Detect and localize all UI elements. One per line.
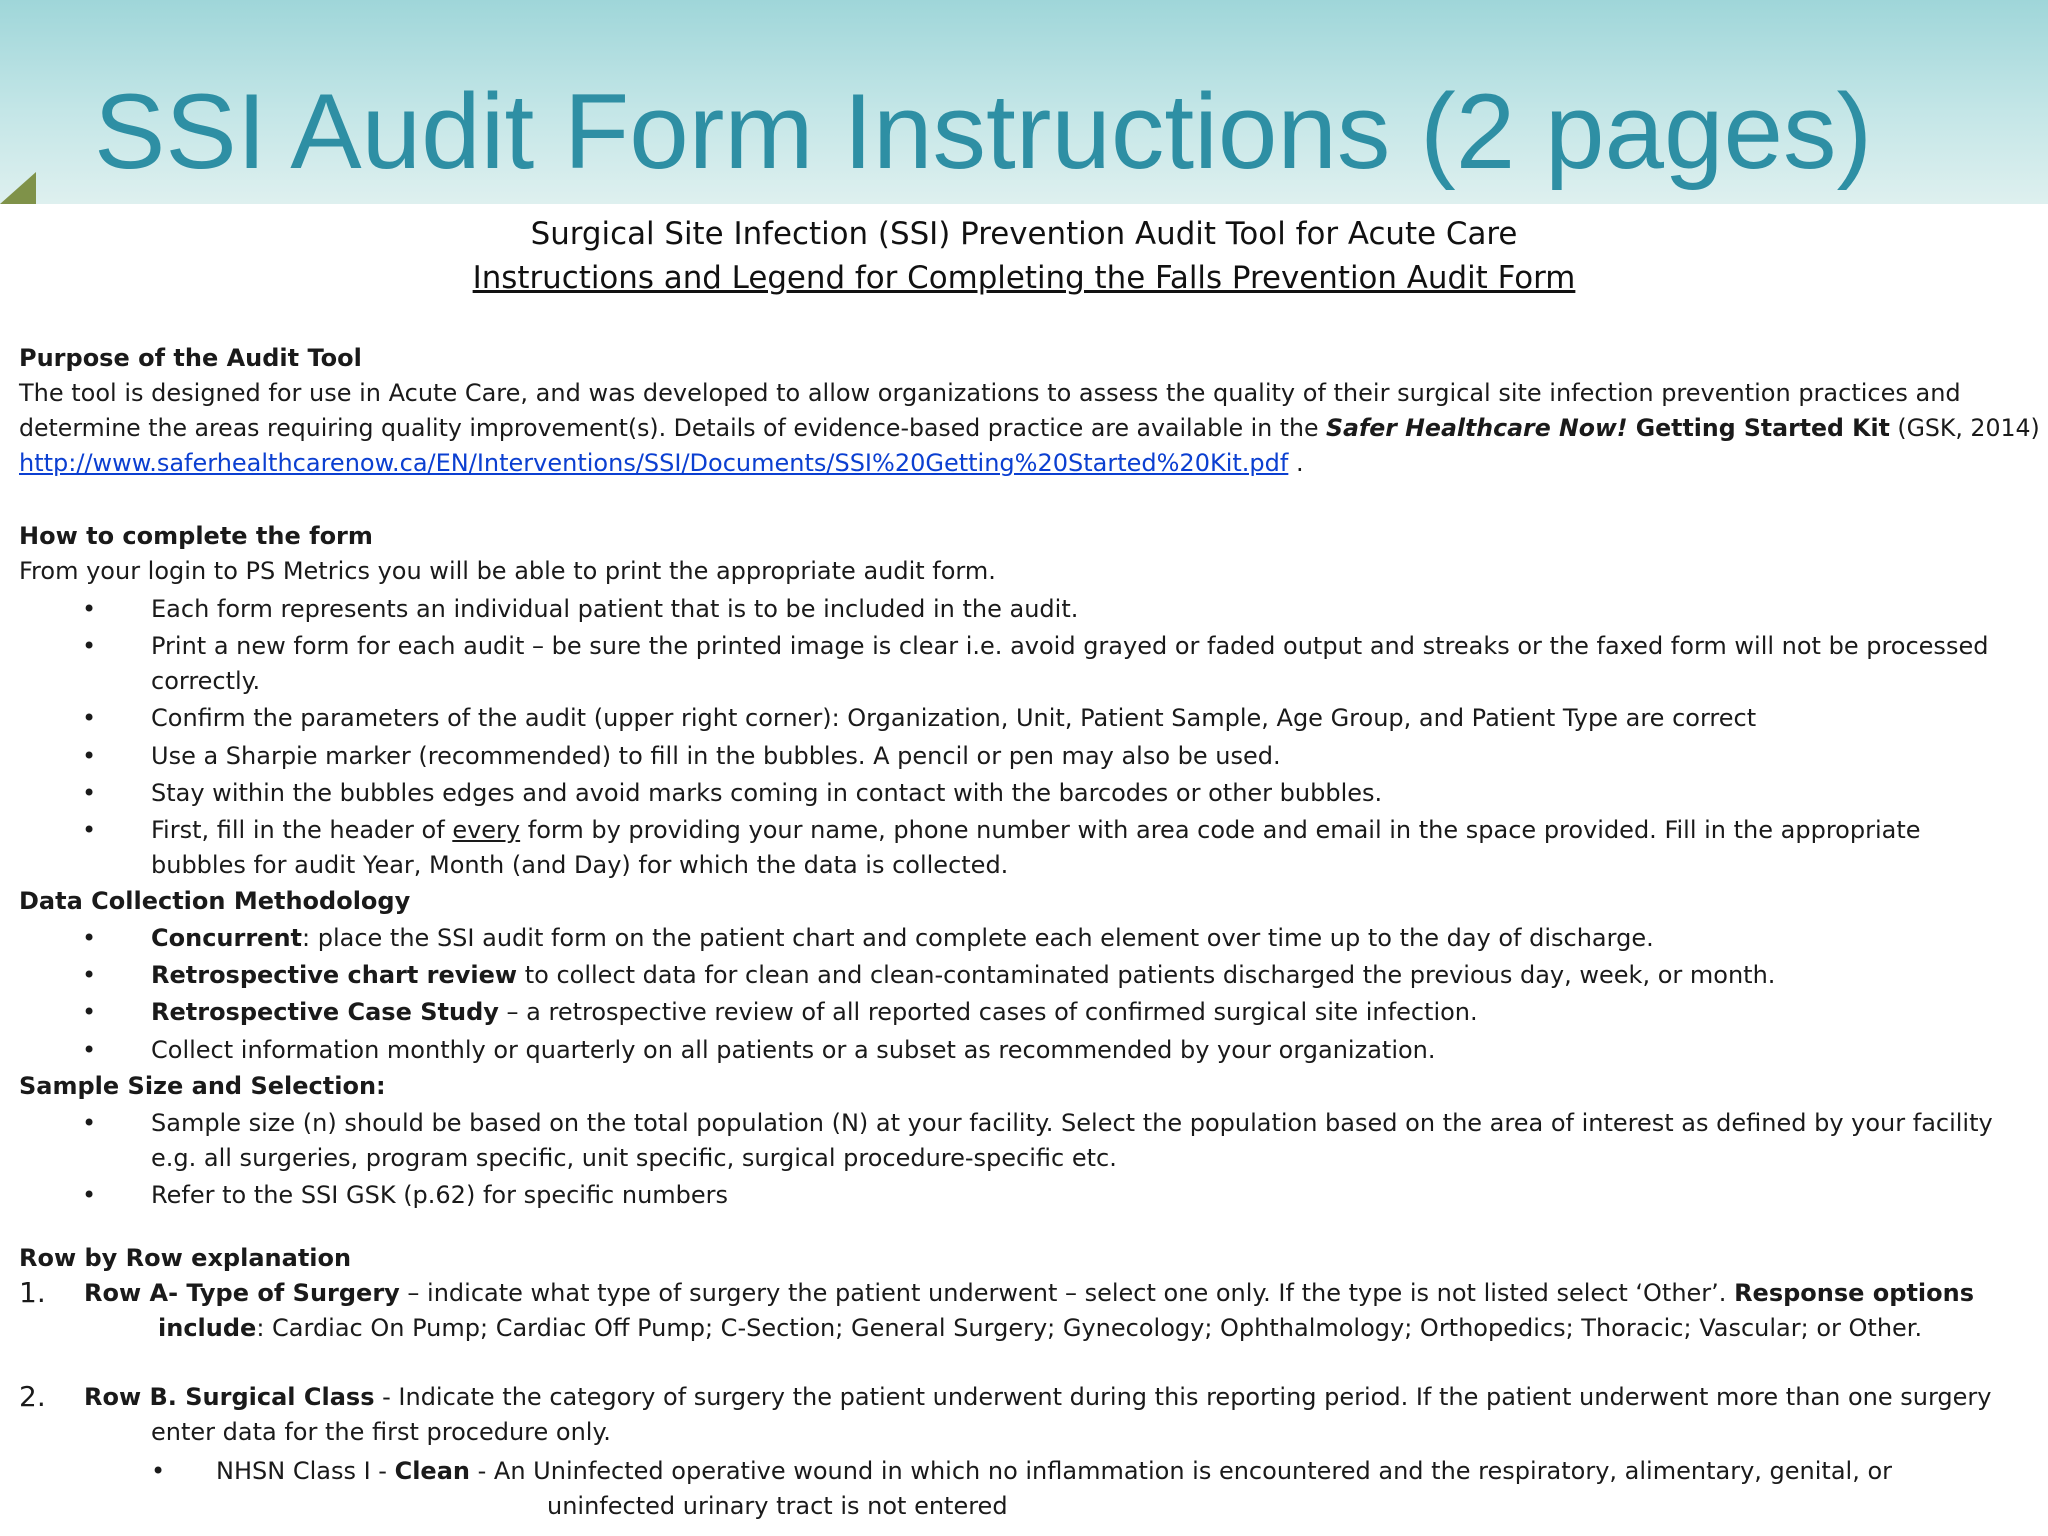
bullet-icon: •	[82, 924, 97, 952]
method-heading: Data Collection Methodology	[19, 887, 411, 915]
purpose-heading: Purpose of the Audit Tool	[19, 344, 362, 372]
bullet-icon: •	[82, 704, 97, 732]
how-bullet-5: Stay within the bubbles edges and avoid marks coming in contact with the barcodes or other bubbles.	[151, 779, 1383, 807]
sample-bullet-2: Refer to the SSI GSK (p.62) for specific numbers	[151, 1181, 729, 1209]
document-title: Surgical Site Infection (SSI) Prevention Audit Tool for Acute Care	[530, 216, 1518, 252]
row-sub-1-line-2: uninfected urinary tract is not entered	[547, 1492, 1008, 1520]
how-bullet-4: Use a Sharpie marker (recommended) to fill in the bubbles. A pencil or pen may also be used.	[151, 742, 1281, 770]
bullet-icon: •	[82, 595, 97, 623]
slide-title: SSI Audit Form Instructions (2 pages)	[94, 71, 1873, 191]
bullet-icon: •	[82, 961, 97, 989]
how-bullet-1: Each form represents an individual patient that is to be included in the audit.	[151, 595, 1079, 623]
row-item-2-number: 2.	[19, 1380, 46, 1413]
bullet-icon: •	[82, 816, 97, 844]
row-item-1-number: 1.	[19, 1276, 46, 1309]
document-page	[0, 204, 2048, 1536]
how-bullet-2-line-2: correctly.	[151, 667, 261, 695]
how-heading: How to complete the form	[19, 522, 373, 550]
purpose-line-1: The tool is designed for use in Acute Care, and was developed to allow organizations to assess the quality of their surgical site infection prevention practices and	[19, 379, 1961, 407]
how-bullet-3: Confirm the parameters of the audit (upper right corner): Organization, Unit, Patient Sample, Age Group, and Patient Type are correct	[151, 704, 1757, 732]
how-bullet-2-line-1: Print a new form for each audit – be sure the printed image is clear i.e. avoid grayed or faded output and streaks or the faxed form will not be processed	[151, 632, 1989, 660]
method-bullet-1: Concurrent: place the SSI audit form on the patient chart and complete each element over time up to the day of discharge.	[151, 924, 1654, 952]
bullet-icon: •	[82, 779, 97, 807]
document-subtitle: Instructions and Legend for Completing the Falls Prevention Audit Form	[472, 260, 1576, 296]
row-item-1-line-1: Row A- Type of Surgery – indicate what type of surgery the patient underwent – select one only. If the type is not listed select ‘Other’. Response options	[84, 1279, 1975, 1307]
purpose-line-3: http://www.saferhealthcarenow.ca/EN/Interventions/SSI/Documents/SSI%20Getting%20Started%20Kit.pdf .	[19, 449, 1304, 477]
method-bullet-3: Retrospective Case Study – a retrospective review of all reported cases of confirmed surgical site infection.	[151, 998, 1478, 1026]
corner-accent	[0, 172, 36, 204]
sample-bullet-1-line-1: Sample size (n) should be based on the total population (N) at your facility. Select the population based on the area of interest as defined by your facility	[151, 1109, 1993, 1137]
rows-heading: Row by Row explanation	[19, 1244, 352, 1272]
sample-heading: Sample Size and Selection:	[19, 1072, 386, 1100]
how-bullet-6-line-1: First, fill in the header of every form by providing your name, phone number with area code and email in the space provided. Fill in the appropriate	[151, 816, 1921, 844]
bullet-icon: •	[82, 998, 97, 1026]
bullet-icon: •	[82, 742, 97, 770]
row-item-2-line-1: Row B. Surgical Class - Indicate the category of surgery the patient underwent during this reporting period. If the patient underwent more than one surgery	[84, 1383, 1992, 1411]
bullet-icon: •	[82, 632, 97, 660]
gsk-link[interactable]: http://www.saferhealthcarenow.ca/EN/Interventions/SSI/Documents/SSI%20Getting%20Started%20Kit.pdf	[19, 449, 1289, 477]
row-item-1-line-2: include: Cardiac On Pump; Cardiac Off Pump; C-Section; General Surgery; Gynecology; Ophthalmology; Orthopedics; Thoracic; Vascular; or Other.	[158, 1314, 1923, 1342]
bullet-icon: •	[151, 1457, 166, 1485]
row-item-2-line-2: enter data for the first procedure only.	[151, 1418, 611, 1446]
method-bullet-4: Collect information monthly or quarterly on all patients or a subset as recommended by your organization.	[151, 1036, 1436, 1064]
how-bullet-6-line-2: bubbles for audit Year, Month (and Day) for which the data is collected.	[151, 851, 1009, 879]
row-sub-1-line-1: NHSN Class I - Clean - An Uninfected operative wound in which no inflammation is encountered and the respiratory, alimentary, genital, or	[216, 1457, 1892, 1485]
how-intro: From your login to PS Metrics you will be able to print the appropriate audit form.	[19, 557, 996, 585]
bullet-icon: •	[82, 1181, 97, 1209]
method-bullet-2: Retrospective chart review to collect data for clean and clean-contaminated patients discharged the previous day, week, or month.	[151, 961, 1776, 989]
bullet-icon: •	[82, 1109, 97, 1137]
purpose-line-2: determine the areas requiring quality improvement(s). Details of evidence-based practice are available in the Safer Healthcare Now! Getting Started Kit (GSK, 2014)	[19, 414, 2040, 442]
bullet-icon: •	[82, 1036, 97, 1064]
sample-bullet-1-line-2: e.g. all surgeries, program specific, unit specific, surgical procedure-specific etc.	[151, 1144, 1117, 1172]
